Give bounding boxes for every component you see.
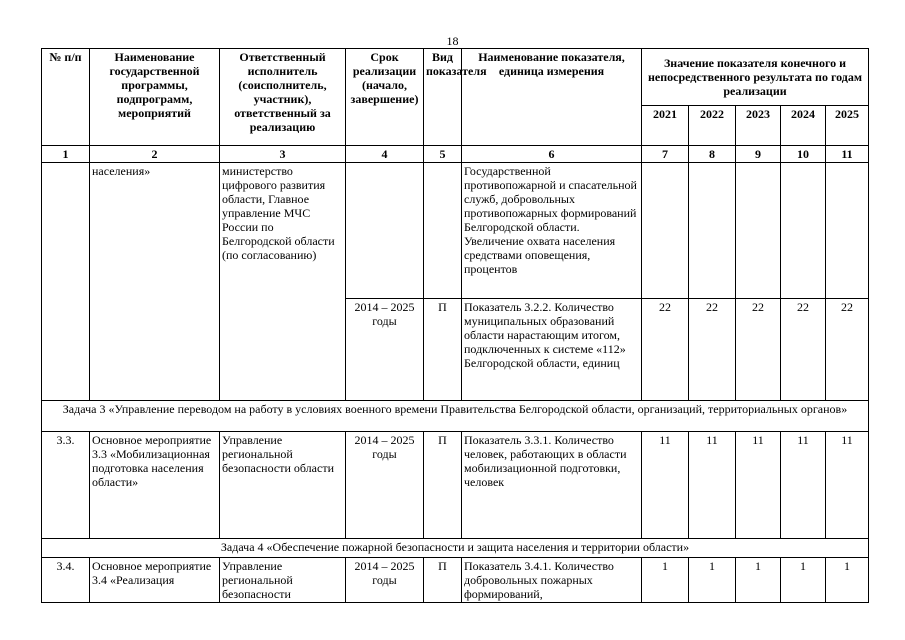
task-row: [42, 539, 869, 558]
row-name-cell: населения»: [90, 163, 220, 401]
table-row: [42, 558, 869, 603]
value-cell: 11: [781, 432, 826, 539]
col-number: 4: [346, 146, 424, 163]
task-4-title: Задача 4 «Обеспечение пожарной безопасности и защита населения и территории области»: [42, 539, 869, 558]
table-row: [42, 432, 869, 539]
value-cell: 22: [736, 299, 781, 401]
value-cell: 11: [826, 432, 869, 539]
value-cell: 22: [689, 299, 736, 401]
task-3-title: Задача 3 «Управление переводом на работу в условиях военного времени Правительства Белгородской области, организаций, территориальных органов»: [42, 401, 869, 432]
row-type-cell: П: [424, 432, 462, 539]
col-number: 6: [462, 146, 642, 163]
value-cell: [781, 163, 826, 299]
row-executor-cell: министерство цифрового развития области, Главное управление МЧС России по Белгородской области (по согласованию): [220, 163, 346, 401]
year-2021: 2021: [642, 106, 689, 146]
row-type-cell: П: [424, 299, 462, 401]
row-term-cell: [346, 163, 424, 299]
value-cell: 1: [642, 558, 689, 603]
year-2022: 2022: [689, 106, 736, 146]
value-cell: 1: [826, 558, 869, 603]
header-num: № п/п: [42, 49, 90, 146]
value-cell: 11: [689, 432, 736, 539]
value-cell: 11: [736, 432, 781, 539]
year-2025: 2025: [826, 106, 869, 146]
row-name-cell: Основное мероприятие 3.3 «Мобилизационная подготовка населения области»: [90, 432, 220, 539]
col-number: 7: [642, 146, 689, 163]
header-indicator: Наименование показателя, единица измерения: [462, 49, 642, 146]
value-cell: 22: [826, 299, 869, 401]
row-type-cell: П: [424, 558, 462, 603]
col-number: 1: [42, 146, 90, 163]
col-number: 11: [826, 146, 869, 163]
row-num-cell: [42, 163, 90, 401]
year-2023: 2023: [736, 106, 781, 146]
indicators-table: [41, 48, 869, 603]
col-number: 3: [220, 146, 346, 163]
header-row: [42, 49, 869, 106]
row-name-cell: Основное мероприятие 3.4 «Реализация: [90, 558, 220, 603]
header-type: Вид показателя: [424, 49, 462, 146]
column-numbers-row: [42, 146, 869, 163]
value-cell: 1: [689, 558, 736, 603]
row-num-cell: 3.3.: [42, 432, 90, 539]
row-indicator-cell: Показатель 3.2.2. Количество муниципальных образований области нарастающим итогом, подключенных к системе «112» Белгородской области, единиц: [462, 299, 642, 401]
value-cell: [736, 163, 781, 299]
task-row: [42, 401, 869, 432]
col-number: 2: [90, 146, 220, 163]
row-indicator-cell: Показатель 3.3.1. Количество человек, работающих в области мобилизационной подготовки, человек: [462, 432, 642, 539]
row-num-cell: 3.4.: [42, 558, 90, 603]
col-number: 10: [781, 146, 826, 163]
row-term-cell: 2014 – 2025 годы: [346, 558, 424, 603]
row-executor-cell: Управление региональной безопасности области: [220, 432, 346, 539]
row-type-cell: [424, 163, 462, 299]
col-number: 9: [736, 146, 781, 163]
value-cell: [642, 163, 689, 299]
year-2024: 2024: [781, 106, 826, 146]
value-cell: [689, 163, 736, 299]
header-term: Срок реализации (начало, завершение): [346, 49, 424, 146]
col-number: 8: [689, 146, 736, 163]
row-indicator-cell: Показатель 3.4.1. Количество добровольных пожарных формирований,: [462, 558, 642, 603]
header-name: Наименование государственной программы, подпрограмм, мероприятий: [90, 49, 220, 146]
value-cell: 11: [642, 432, 689, 539]
page-number: 18: [446, 34, 459, 48]
value-cell: 22: [642, 299, 689, 401]
value-cell: 22: [781, 299, 826, 401]
row-term-cell: 2014 – 2025 годы: [346, 299, 424, 401]
header-values: Значение показателя конечного и непосредственного результата по годам реализации: [642, 49, 869, 106]
value-cell: 1: [781, 558, 826, 603]
value-cell: [826, 163, 869, 299]
table-row: [42, 163, 869, 299]
header-executor: Ответственный исполнитель (соисполнитель, участник), ответственный за реализацию: [220, 49, 346, 146]
col-number: 5: [424, 146, 462, 163]
row-indicator-cell: Государственной противопожарной и спасательной служб, добровольных противопожарных формирований Белгородской области. Увеличение охвата населения средствами оповещения, процентов: [462, 163, 642, 299]
value-cell: 1: [736, 558, 781, 603]
row-executor-cell: Управление региональной безопасности: [220, 558, 346, 603]
row-term-cell: 2014 – 2025 годы: [346, 432, 424, 539]
